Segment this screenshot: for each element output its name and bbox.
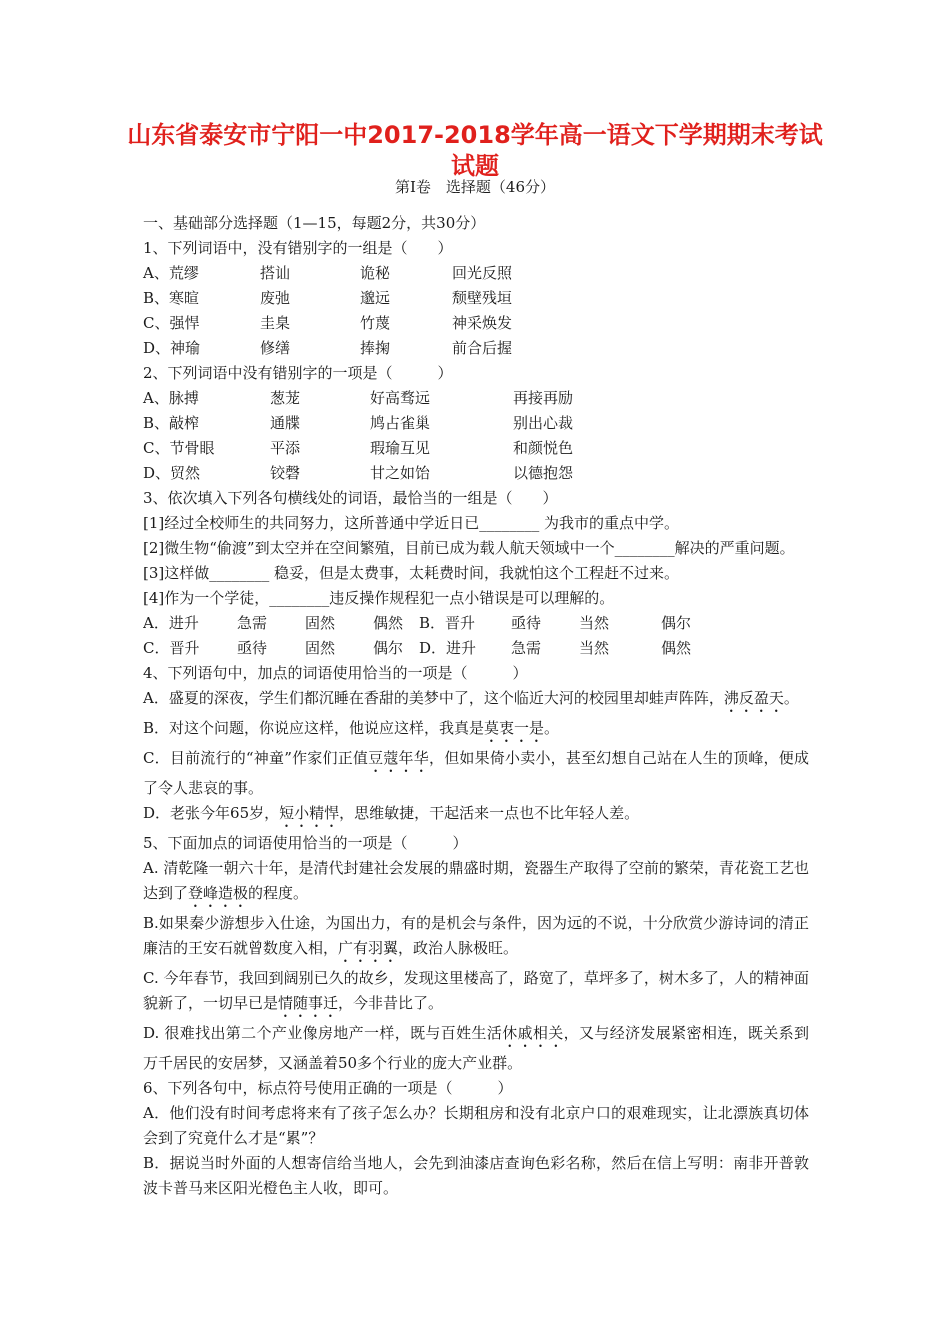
word: 瑕瑜互见 — [370, 439, 431, 457]
word: 甘之如饴 — [370, 464, 431, 482]
word: 平添 — [270, 439, 301, 457]
question-2-option-b — [143, 411, 809, 436]
word: C、节骨眼 — [143, 439, 215, 457]
word: 回光反照 — [452, 264, 513, 282]
question-4-option-d — [143, 801, 809, 831]
question-1-option-d — [143, 336, 809, 361]
text: ，但如果倚小卖小，甚至幻想自己站在人生的顶峰，便成了令人悲哀的事。 — [143, 749, 809, 797]
word: 前合后握 — [452, 339, 513, 357]
question-3-options-ab — [143, 611, 809, 636]
question-1-option-c — [143, 311, 809, 336]
question-6-stem: 6、下列各句中，标点符号使用正确的一项是（ ） — [143, 1079, 513, 1097]
option-word: 当然 — [579, 614, 610, 632]
word: 废弛 — [260, 289, 291, 307]
option-word: 偶尔 — [373, 639, 404, 657]
option-word: 偶然 — [661, 639, 692, 657]
question-1-option-a — [143, 261, 809, 286]
word: 修缮 — [260, 339, 291, 357]
word: 圭臬 — [260, 314, 291, 332]
word: C、强悍 — [143, 314, 200, 332]
question-2-option-c — [143, 436, 809, 461]
word: 以德抱怨 — [513, 464, 574, 482]
text: ，政治人脉极旺。 — [398, 939, 519, 957]
dotted-phrase: 情随事迁 — [278, 994, 339, 1012]
word: D、贸然 — [143, 464, 201, 482]
word: B、敲榨 — [143, 414, 200, 432]
option-word: 亟待 — [237, 639, 268, 657]
text: 。 — [544, 719, 560, 737]
word: 鸠占雀巢 — [370, 414, 431, 432]
option-word: C．晋升 — [143, 639, 200, 657]
text: C．目前流行的“神童”作家们正值 — [143, 749, 369, 767]
question-3-sentence-4: [4]作为一个学徒，________违反操作规程犯一点小错误是可以理解的。 — [143, 589, 615, 607]
option-word: 偶尔 — [661, 614, 692, 632]
question-3-options-cd — [143, 636, 809, 661]
question-1-stem: 1、下列词语中，没有错别字的一组是（ ） — [143, 239, 453, 257]
word: 别出心裁 — [513, 414, 574, 432]
word: 神采焕发 — [452, 314, 513, 332]
text: B.如果秦少游想步入仕途，为国出力，有的是机会与条件，因为远的不说，十分欣赏少游诗词的清正廉洁的王安石就曾数度入相， — [143, 914, 809, 957]
question-6-option-a: A．他们没有时间考虑将来有了孩子怎么办？长期租房和没有北京户口的艰难现实，让北漂族真切体会到了究竟什么才是“累”？ — [143, 1104, 809, 1147]
exam-content — [143, 211, 809, 1201]
question-4-option-c — [143, 746, 809, 801]
dotted-phrase: 休戚相关 — [502, 1024, 564, 1042]
question-6-option-b: B．据说当时外面的人想寄信给当地人，会先到油漆店查询色彩名称，然后在信上写明：南非开普敦波卡普马来区阳光橙色主人收，即可。 — [143, 1154, 809, 1197]
exam-title: 山东省泰安市宁阳一中2017-2018学年高一语文下学期期末考试试题 — [127, 121, 823, 180]
question-1-option-b — [143, 286, 809, 311]
text: A．盛夏的深夜，学生们都沉睡在香甜的美梦中了，这个临近大河的校园里却蛙声阵阵， — [143, 689, 724, 707]
question-5-stem: 5、下面加点的词语使用恰当的一项是（ ） — [143, 834, 468, 852]
word: 好高骛远 — [370, 389, 431, 407]
word: B、寒暄 — [143, 289, 200, 307]
question-3-sentence-1: [1]经过全校师生的共同努力，这所普通中学近日已________ 为我市的重点中学。 — [143, 514, 680, 532]
question-2-option-a — [143, 386, 809, 411]
text: B．对这个问题，你说应这样，他说应这样，我真是 — [143, 719, 485, 737]
word: 铰磬 — [270, 464, 301, 482]
word: 葱茏 — [270, 389, 301, 407]
question-4-stem: 4、下列语句中，加点的词语使用恰当的一项是（ ） — [143, 664, 528, 682]
question-3-sentence-3: [3]这样做________ 稳妥，但是太费事，太耗费时间，我就怕这个工程赶不过来。 — [143, 564, 680, 582]
word: 诡秘 — [360, 264, 391, 282]
dotted-phrase: 沸反盈天 — [723, 689, 784, 707]
word: 颓壁残垣 — [452, 289, 513, 307]
dotted-phrase: 莫衷一是 — [484, 719, 545, 737]
word: D、神瑜 — [143, 339, 201, 357]
section-heading: 一、基础部分选择题（1—15，每题2分，共30分） — [143, 214, 486, 232]
question-4-option-b — [143, 716, 809, 746]
question-2-option-d — [143, 461, 809, 486]
option-word: A．进升 — [143, 614, 199, 632]
question-2-stem: 2、下列词语中没有错别字的一项是（ ） — [143, 364, 453, 382]
word: 竹蔑 — [360, 314, 391, 332]
word: 再接再励 — [513, 389, 574, 407]
option-word: D．进升 — [419, 639, 477, 657]
word: 邈远 — [360, 289, 391, 307]
option-word: B．晋升 — [419, 614, 476, 632]
option-word: 偶然 — [373, 614, 404, 632]
option-word: 固然 — [305, 639, 336, 657]
text: D. 很难找出第二个产业像房地产一样，既与百姓生活 — [143, 1024, 503, 1042]
text: A. 清乾隆一朝六十年，是清代封建社会发展的鼎盛时期，瓷器生产取得了空前的繁荣，青花瓷工艺也达到了 — [143, 859, 809, 902]
question-5-option-d — [143, 1021, 809, 1076]
word: 搭讪 — [260, 264, 291, 282]
dotted-phrase: 广有羽翼 — [338, 939, 399, 957]
option-word: 当然 — [579, 639, 610, 657]
text: ，今非昔比了。 — [338, 994, 444, 1012]
question-5-option-a — [143, 856, 809, 911]
text: C. 今年春节，我回到阔别已久的故乡，发现这里楼高了，路宽了，草坪多了，树木多了，人的精神面貌新了，一切早已是 — [143, 969, 809, 1012]
word: 和颜悦色 — [513, 439, 574, 457]
text: D．老张今年65岁， — [143, 804, 280, 822]
text: 。 — [783, 689, 799, 707]
question-3-stem: 3、依次填入下列各句横线处的词语，最恰当的一组是（ ） — [143, 489, 558, 507]
text: ，思维敏捷，干起活来一点也不比年轻人差。 — [339, 804, 640, 822]
section-subtitle: 第Ⅰ卷 选择题（46分） — [394, 178, 555, 196]
question-3-sentence-2: [2]微生物“偷渡”到太空并在空间繁殖，目前已成为载人航天领域中一个________解决的严重问题。 — [143, 539, 795, 557]
question-5-option-b — [143, 911, 809, 966]
option-word: 急需 — [511, 639, 542, 657]
question-5-option-c — [143, 966, 809, 1021]
question-4-option-a — [143, 686, 809, 716]
word: A、荒缪 — [143, 264, 199, 282]
text: 的程度。 — [248, 884, 309, 902]
option-word: 急需 — [237, 614, 268, 632]
text: ，又与经济发展紧密相连，既关系到万千居民的安居梦，又涵盖着50多个行业的庞大产业群。 — [143, 1024, 809, 1072]
option-word: 固然 — [305, 614, 336, 632]
word: 通牒 — [270, 414, 301, 432]
word: A、脉搏 — [143, 389, 199, 407]
option-word: 亟待 — [511, 614, 542, 632]
word: 捧掬 — [360, 339, 391, 357]
dotted-phrase: 登峰造极 — [188, 884, 249, 902]
dotted-phrase: 豆蔻年华 — [368, 749, 429, 767]
dotted-phrase: 短小精悍 — [279, 804, 340, 822]
